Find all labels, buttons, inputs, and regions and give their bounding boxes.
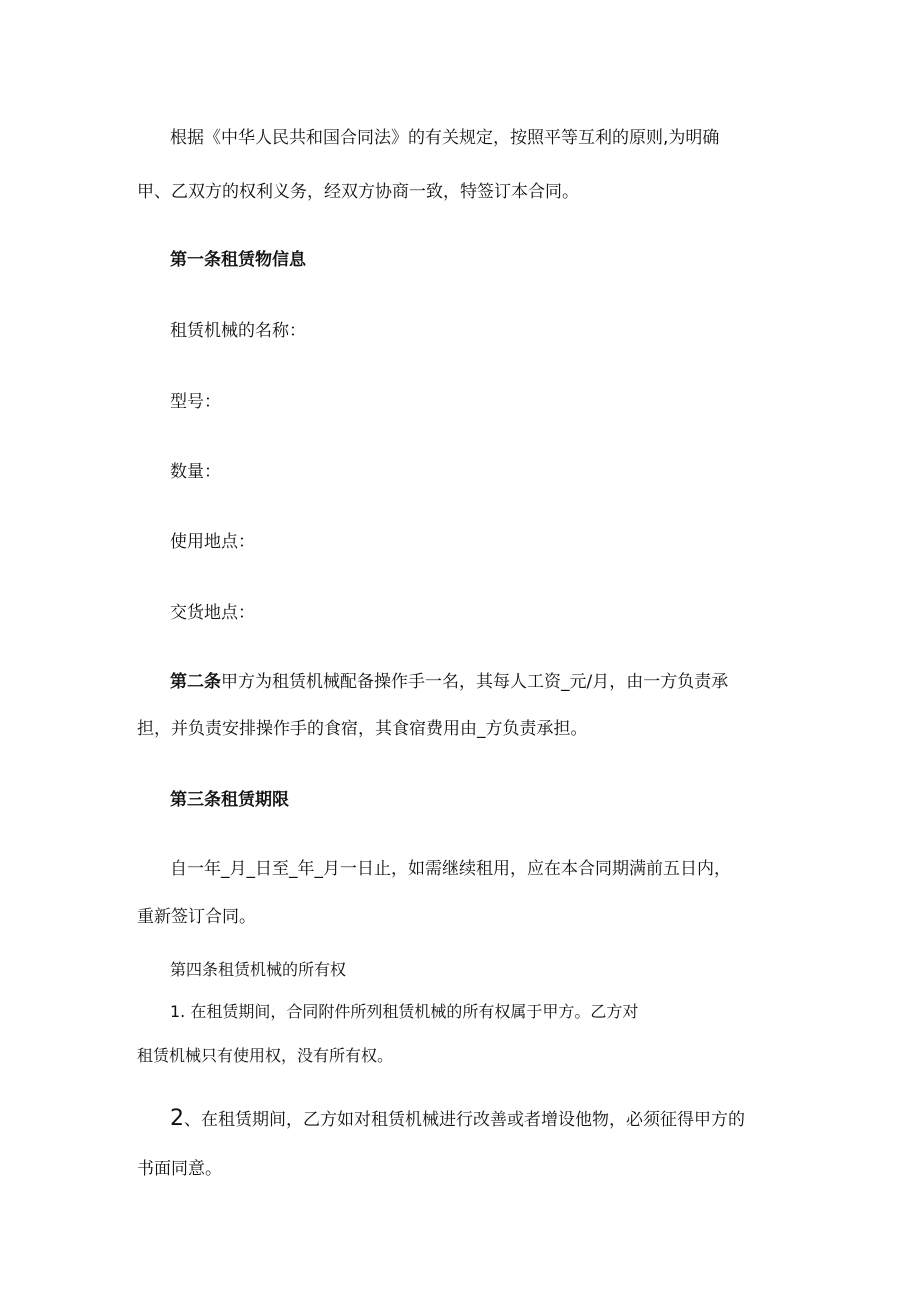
field-quantity: 数量： xyxy=(170,462,221,482)
article-2-line-1-text: 甲方为租赁机械配备操作手一名，其每人工资_元/月，由一方负责承 xyxy=(221,672,729,692)
article-3-heading: 第三条租赁期限 xyxy=(170,790,289,810)
field-usage-location: 使用地点： xyxy=(170,532,255,552)
intro-line-2: 甲、乙双方的权利义务，经双方协商一致，特签订本合同。 xyxy=(137,182,579,202)
article-4-item-2-line-2: 书面同意。 xyxy=(137,1159,222,1179)
article-2-label: 第二条 xyxy=(170,672,221,692)
article-4-heading: 第四条租赁机械的所有权 xyxy=(170,960,347,979)
field-delivery-location: 交货地点： xyxy=(170,603,255,623)
article-4-item-1-line-1: 1. 在租赁期间，合同附件所列租赁机械的所有权属于甲方。乙方对 xyxy=(170,1002,639,1021)
article-3-line-1: 自一年_月_日至_年_月一日止，如需继续租用，应在本合同期满前五日内， xyxy=(170,859,731,879)
field-machine-name: 租赁机械的名称： xyxy=(170,321,306,341)
article-4-item-2-line-1 xyxy=(170,1107,745,1132)
article-4-item-1-line-2: 租赁机械只有使用权，没有所有权。 xyxy=(137,1046,394,1065)
field-model: 型号： xyxy=(170,392,221,412)
article-4-item-2-number: 2 xyxy=(170,1106,184,1131)
article-4-item-2-line-1-text: 、在租赁期间，乙方如对租赁机械进行改善或者增设他物，必须征得甲方的 xyxy=(184,1110,745,1130)
intro-line-1: 根据《中华人民共和国合同法》的有关规定，按照平等互利的原则,为明确 xyxy=(170,128,720,148)
article-3-line-2: 重新签订合同。 xyxy=(137,907,256,927)
article-2-line-2: 担，并负责安排操作手的食宿，其食宿费用由_方负责承担。 xyxy=(137,719,588,739)
article-2-line-1 xyxy=(170,670,728,694)
article-1-heading: 第一条租赁物信息 xyxy=(170,250,306,270)
